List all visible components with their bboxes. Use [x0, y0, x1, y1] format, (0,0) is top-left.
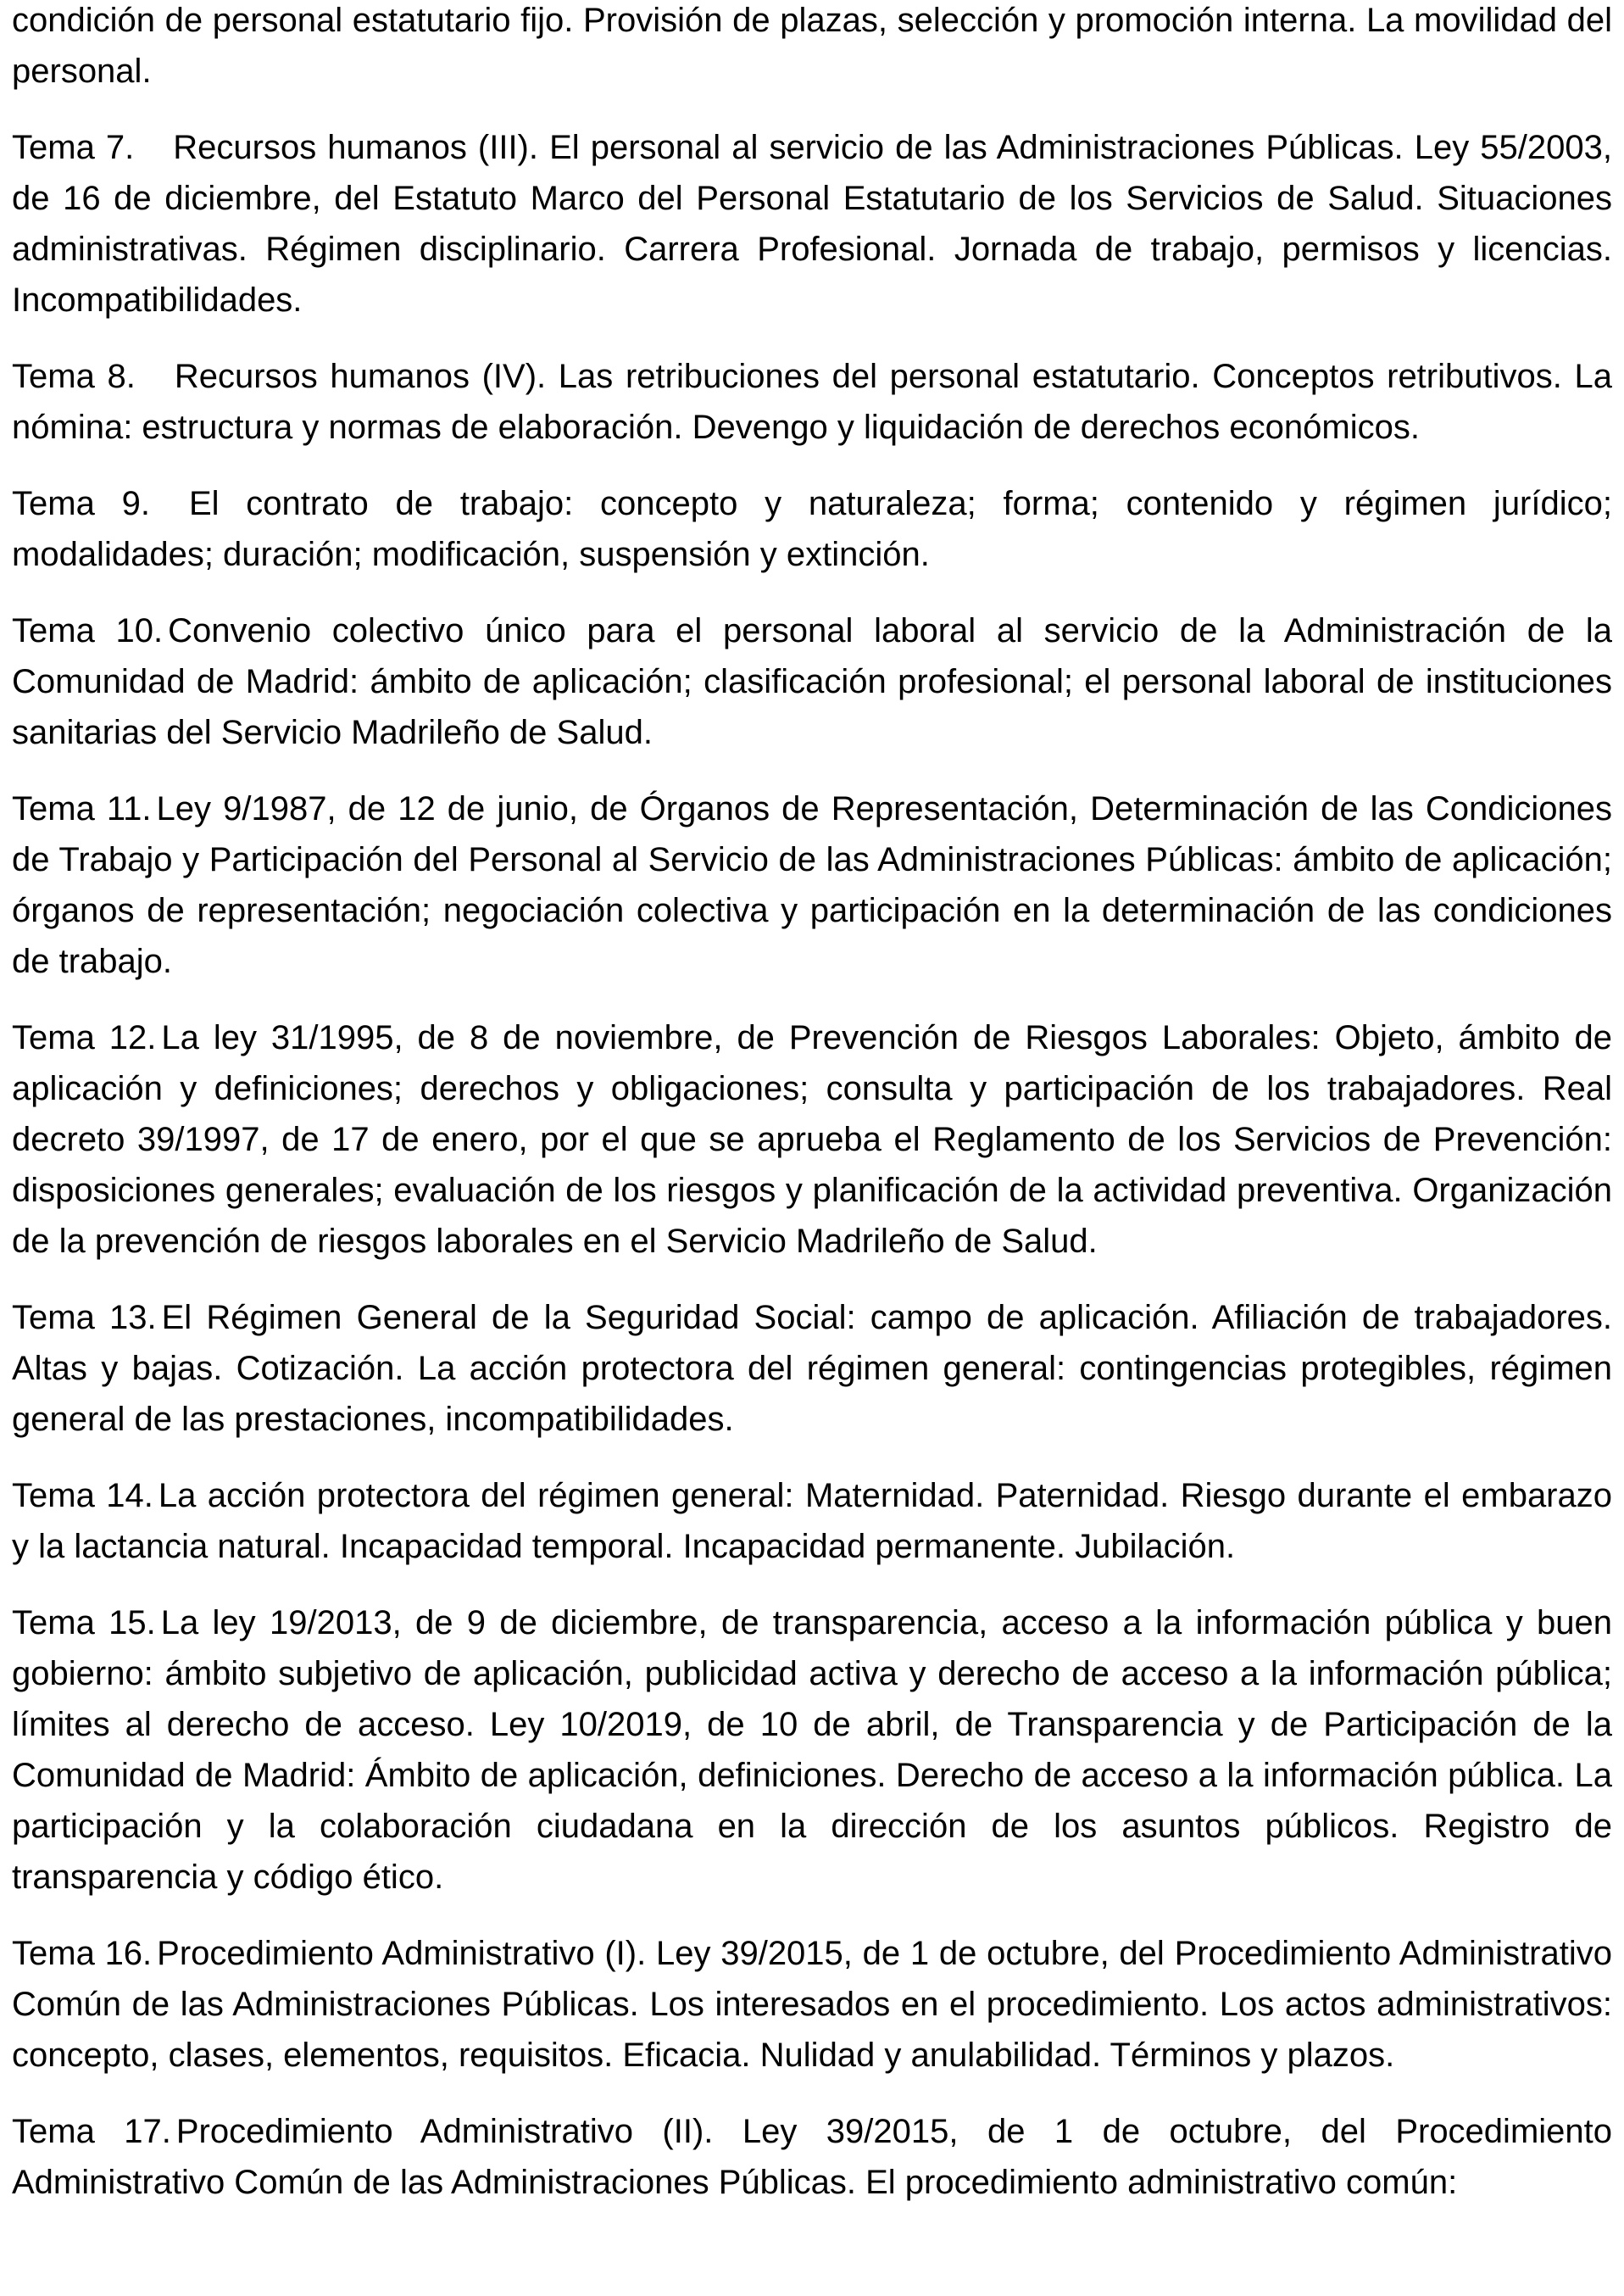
tema-label: Tema 9.	[12, 485, 150, 522]
tema-label: Tema 7.	[12, 129, 135, 166]
tema-label: Tema 11.	[12, 790, 152, 828]
tema-label: Tema 8.	[12, 358, 136, 395]
continuation-paragraph	[12, 0, 1612, 97]
tema-paragraph	[12, 783, 1612, 987]
tema-text: Ley 9/1987, de 12 de junio, de Órganos de Representación, Determinación de las Condiciones de Trabajo y Participación del Personal al Servicio de las Administraciones Públicas: ámbito de aplicación; órganos de representación; negociación colectiva y participación en la determinación de las condiciones de trabajo.	[12, 790, 1612, 980]
tema-label: Tema 13.	[12, 1299, 157, 1336]
tema-paragraph	[12, 1928, 1612, 2081]
tema-text: La ley 19/2013, de 9 de diciembre, de transparencia, acceso a la información pública y buen gobierno: ámbito subjetivo de aplicación, publicidad activa y derecho de acceso a la información pública; límites al derecho de acceso. Ley 10/2019, de 10 de abril, de Transparencia y de Participación de la Comunidad de Madrid: Ámbito de aplicación, definiciones. Derecho de acceso a la información pública. La participación y la colaboración ciudadana en la dirección de los asuntos públicos. Registro de transparencia y código ético.	[12, 1604, 1613, 1896]
tema-label: Tema 10.	[12, 612, 164, 649]
tema-label: Tema 17.	[12, 2113, 171, 2150]
tema-text: La ley 31/1995, de 8 de noviembre, de Prevención de Riesgos Laborales: Objeto, ámbito de aplicación y definiciones; derechos y obligaciones; consulta y participación de los trabajadores. Real decreto 39/1997, de 17 de enero, por el que se aprueba el Reglamento de los Servicios de Prevención: disposiciones generales; evaluación de los riesgos y planificación de la actividad preventiva. Organización de la prevención de riesgos laborales en el Servicio Madrileño de Salud.	[12, 1019, 1612, 1260]
tema-text: Procedimiento Administrativo (I). Ley 39/2015, de 1 de octubre, del Procedimiento Administrativo Común de las Administraciones Públicas. Los interesados en el procedimiento. Los actos administrativos: concepto, clases, elementos, requisitos. Eficacia. Nulidad y anulabilidad. Términos y plazos.	[12, 1935, 1612, 2074]
tema-paragraph	[12, 478, 1612, 580]
tema-paragraph	[12, 1470, 1612, 1572]
tema-label: Tema 16.	[12, 1935, 153, 1972]
tema-paragraph	[12, 2106, 1612, 2208]
tema-label: Tema 15.	[12, 1604, 156, 1641]
paragraph-text: condición de personal estatutario fijo. Provisión de plazas, selección y promoción interna. La movilidad del personal.	[12, 2, 1612, 90]
tab-spacer	[134, 158, 173, 159]
tema-paragraph	[12, 122, 1612, 326]
tema-text: Procedimiento Administrativo (II). Ley 39/2015, de 1 de octubre, del Procedimiento Administrativo Común de las Administraciones Públicas. El procedimiento administrativo común:	[12, 2113, 1612, 2201]
tema-text: El Régimen General de la Seguridad Social: campo de aplicación. Afiliación de trabajadores. Altas y bajas. Cotización. La acción protectora del régimen general: contingencias protegibles, régimen general de las prestaciones, incompatibilidades.	[12, 1299, 1613, 1438]
tema-paragraph	[12, 605, 1612, 758]
tema-label: Tema 14.	[12, 1477, 153, 1514]
tema-text: Recursos humanos (III). El personal al servicio de las Administraciones Públicas. Ley 55/2003, de 16 de diciembre, del Estatuto Marco del Personal Estatutario de los Servicios de Salud. Situaciones administrativas. Régimen disciplinario. Carrera Profesional. Jornada de trabajo, permisos y licencias. Incompatibilidades.	[12, 129, 1612, 319]
tema-paragraph	[12, 351, 1612, 453]
tema-paragraph	[12, 1292, 1612, 1445]
tema-text: El contrato de trabajo: concepto y naturaleza; forma; contenido y régimen jurídico; modalidades; duración; modificación, suspensión y extinción.	[12, 485, 1612, 573]
tab-spacer	[150, 514, 189, 515]
tema-text: Recursos humanos (IV). Las retribuciones del personal estatutario. Conceptos retributivos. La nómina: estructura y normas de elaboración. Devengo y liquidación de derechos económicos.	[12, 358, 1612, 446]
tema-text: La acción protectora del régimen general: Maternidad. Paternidad. Riesgo durante el embarazo y la lactancia natural. Incapacidad temporal. Incapacidad permanente. Jubilación.	[12, 1477, 1612, 1565]
tema-label: Tema 12.	[12, 1019, 157, 1056]
tema-text: Convenio colectivo único para el personal laboral al servicio de la Administración de la Comunidad de Madrid: ámbito de aplicación; clasificación profesional; el personal laboral de instituciones sanitarias del Servicio Madrileño de Salud.	[12, 612, 1612, 751]
tema-paragraph	[12, 1597, 1612, 1903]
tema-paragraph	[12, 1012, 1612, 1267]
